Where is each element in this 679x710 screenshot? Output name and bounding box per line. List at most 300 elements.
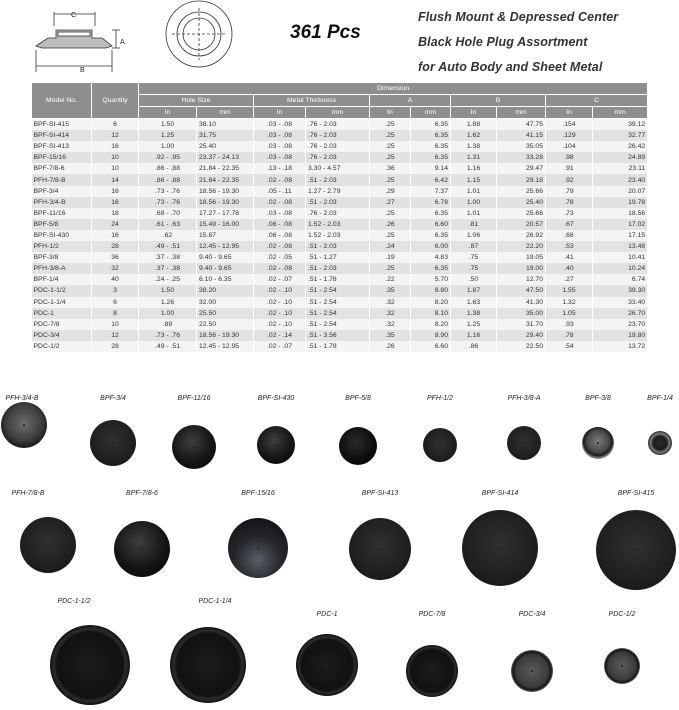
hole-size-in-cell: .73 - .76 [139,330,197,341]
hole-plug-image [648,431,672,455]
metal-thickness-in-cell: .02 - .08 [254,197,306,208]
dim-b-in-cell: .75 [451,263,497,274]
dim-c-mm-cell: 23.70 [593,319,648,330]
quantity-cell: 40 [92,274,139,285]
dim-c-mm-cell: 10.24 [593,263,648,274]
plug-label: BPF-SI-415 [617,490,655,497]
header-unit-mm: mm [593,107,648,119]
metal-thickness-in-cell: .03 - .08 [254,119,306,131]
header-c: C [546,95,648,107]
table-row [32,197,648,208]
piece-count: 361 Pcs [290,22,361,43]
plug-center-dot [357,445,359,447]
plug-center-dot [439,444,441,446]
plug-label: PDC-3/4 [518,611,546,618]
model-number-cell: PDC-1-1/4 [32,297,92,308]
dim-b-mm-cell: 33.28 [497,152,546,163]
hole-size-in-cell: .92 - .95 [139,152,197,163]
dim-a-mm-cell: 8.10 [411,308,451,319]
dim-a-in-cell: .25 [370,119,411,131]
dim-b-in-cell: 1.38 [451,141,497,152]
dim-a-in-cell: .35 [370,330,411,341]
plug-center-dot [112,442,114,444]
plug-label: BPF-11/16 [177,395,211,402]
metal-thickness-mm-cell: .51 - 3.56 [306,330,370,341]
plug-center-dot [597,442,599,444]
metal-thickness-mm-cell: .51 - 2.54 [306,308,370,319]
dim-c-mm-cell: 19.80 [593,330,648,341]
quantity-cell: 10 [92,163,139,174]
plug-label: BPF-SI-414 [481,490,519,497]
metal-thickness-mm-cell: .76 - 2.03 [306,130,370,141]
header-unit-in: In [139,107,197,119]
hole-size-in-cell: .73 - .76 [139,197,197,208]
quantity-cell: 16 [92,197,139,208]
plug-label: BPF-SI-430 [257,395,295,402]
dim-c-mm-cell: 10.41 [593,252,648,263]
dim-c-in-cell: .68 [546,230,593,241]
table-row [32,186,648,197]
table-body [32,119,648,352]
metal-thickness-mm-cell: .51 - 2.03 [306,197,370,208]
hole-size-mm-cell: 22.50 [197,319,254,330]
dim-c-mm-cell: 39.30 [593,285,648,296]
hole-size-in-cell: .62 [139,230,197,241]
header-unit-mm: mm [306,107,370,119]
dim-c-mm-cell: 26.70 [593,308,648,319]
quantity-cell: 18 [92,208,139,219]
dim-a-in-cell: .25 [370,208,411,219]
dim-c-in-cell: .67 [546,219,593,230]
table-row [32,341,648,352]
hole-size-in-cell: .37 - .38 [139,252,197,263]
hole-size-mm-cell: 25.50 [197,308,254,319]
plug-center-dot [89,664,91,666]
table-row [32,263,648,274]
metal-thickness-mm-cell: 3.30 - 4.57 [306,163,370,174]
hole-plug-image [604,648,640,684]
model-number-cell: BPF-3/4 [32,186,92,197]
hole-plug-image [406,645,458,697]
dim-c-mm-cell: 19.78 [593,197,648,208]
dim-b-in-cell: 1.00 [451,197,497,208]
table-row [32,141,648,152]
hole-plug-image [511,650,553,692]
product-headline [418,5,678,80]
hole-plug-image [582,427,614,459]
dim-c-in-cell: .40 [546,263,593,274]
diagram-label-a: A [120,39,125,46]
hole-size-in-cell: .49 - .51 [139,241,197,252]
dim-c-mm-cell: 32.77 [593,130,648,141]
quantity-cell: 32 [92,263,139,274]
hole-plug-image [114,521,170,577]
quantity-cell: 6 [92,297,139,308]
metal-thickness-in-cell: .02 - .08 [254,241,306,252]
table-row [32,174,648,185]
dim-c-mm-cell: 39.12 [593,119,648,131]
dim-b-mm-cell: 22.50 [497,341,546,352]
dim-b-in-cell: 1.25 [451,319,497,330]
hole-size-mm-cell: 17.27 - 17.78 [197,208,254,219]
dim-c-mm-cell: 23.40 [593,174,648,185]
hole-plug-image [172,425,216,469]
header-unit-in: In [254,107,306,119]
quantity-cell: 10 [92,319,139,330]
dim-c-mm-cell: 17.15 [593,230,648,241]
dim-c-mm-cell: 23.11 [593,163,648,174]
metal-thickness-in-cell: .03 - .08 [254,152,306,163]
dim-c-in-cell: .73 [546,208,593,219]
header-quantity: Quantity [92,83,139,119]
quantity-cell: 16 [92,230,139,241]
hole-size-mm-cell: 6.10 - 6.35 [197,274,254,285]
dim-a-mm-cell: 8.80 [411,285,451,296]
dim-b-mm-cell: 29.40 [497,330,546,341]
dim-b-mm-cell: 26.92 [497,230,546,241]
table-row [32,308,648,319]
dim-a-in-cell: .35 [370,285,411,296]
dim-a-mm-cell: 6.35 [411,263,451,274]
table-row [32,152,648,163]
dim-a-mm-cell: 6.35 [411,230,451,241]
dim-a-mm-cell: 8.20 [411,319,451,330]
dim-b-mm-cell: 19.05 [497,252,546,263]
model-number-cell: BPF-SI-414 [32,130,92,141]
dim-b-mm-cell: 25.66 [497,208,546,219]
hole-plug-image [596,510,676,590]
dim-b-mm-cell: 41.15 [497,130,546,141]
dim-a-mm-cell: 6.35 [411,141,451,152]
dim-a-mm-cell: 6.35 [411,130,451,141]
dim-c-in-cell: .93 [546,319,593,330]
hole-plug-image [339,427,377,465]
dim-a-in-cell: .25 [370,230,411,241]
hole-size-in-cell: .89 [139,319,197,330]
dim-b-in-cell: 1.62 [451,130,497,141]
dim-a-in-cell: .36 [370,163,411,174]
hole-size-mm-cell: 25.40 [197,141,254,152]
dim-c-mm-cell: 17.02 [593,219,648,230]
plug-center-dot [207,664,209,666]
dim-b-in-cell: 1.01 [451,186,497,197]
hole-size-in-cell: .24 - .25 [139,274,197,285]
hole-plug-image [349,518,411,580]
plug-center-dot [635,549,637,551]
dim-b-in-cell: .75 [451,252,497,263]
hole-size-mm-cell: 32.00 [197,297,254,308]
dim-b-mm-cell: 29.18 [497,174,546,185]
model-number-cell: PDC-7/8 [32,319,92,330]
metal-thickness-mm-cell: .51 - 2.03 [306,263,370,274]
diagram-label-c: C [71,12,77,19]
dim-a-in-cell: .29 [370,186,411,197]
metal-thickness-mm-cell: .51 - 2.54 [306,297,370,308]
headline-line-2: Black Hole Plug Assortment [418,35,588,49]
metal-thickness-mm-cell: .51 - 2.54 [306,285,370,296]
dim-a-in-cell: .25 [370,152,411,163]
hole-size-mm-cell: 23.37 - 24.13 [197,152,254,163]
plug-top-view [166,1,232,67]
dim-a-in-cell: .25 [370,141,411,152]
plug-label: PDC-1/2 [608,611,636,618]
plug-center-dot [659,442,661,444]
plug-center-dot [326,664,328,666]
dim-a-in-cell: .25 [370,130,411,141]
quantity-cell: 3 [92,285,139,296]
dim-a-mm-cell: 6.35 [411,208,451,219]
quantity-cell: 16 [92,186,139,197]
plug-center-dot [193,446,195,448]
table-row [32,252,648,263]
metal-thickness-mm-cell: .76 - 2.03 [306,208,370,219]
model-number-cell: PFH-7/8-B [32,174,92,185]
dim-b-mm-cell: 35.00 [497,308,546,319]
plug-label: PFH-3/8-A [507,395,541,402]
dim-a-mm-cell: 6.60 [411,219,451,230]
metal-thickness-in-cell: .02 - .05 [254,252,306,263]
metal-thickness-mm-cell: .76 - 2.03 [306,152,370,163]
dim-a-in-cell: .22 [370,274,411,285]
table-row [32,241,648,252]
dim-a-mm-cell: 6.35 [411,119,451,131]
metal-thickness-in-cell: .02 - .10 [254,285,306,296]
dim-c-in-cell: .98 [546,152,593,163]
hole-plug-image [20,517,76,573]
dim-a-mm-cell: 7.37 [411,186,451,197]
hole-size-mm-cell: 12.45 - 12.95 [197,341,254,352]
quantity-cell: 16 [92,141,139,152]
quantity-cell: 12 [92,130,139,141]
metal-thickness-in-cell: .02 - .08 [254,263,306,274]
model-number-cell: PFH-3/4-B [32,197,92,208]
hole-size-mm-cell: 31.75 [197,130,254,141]
plug-center-dot [531,670,533,672]
dim-b-in-cell: 1.15 [451,174,497,185]
header-unit-in: In [451,107,497,119]
metal-thickness-in-cell: .05 - .11 [254,186,306,197]
dim-b-in-cell: 1.63 [451,297,497,308]
dim-c-in-cell: 1.55 [546,285,593,296]
dim-c-in-cell: .41 [546,252,593,263]
metal-thickness-in-cell: .02 - .10 [254,308,306,319]
metal-thickness-in-cell: .02 - .10 [254,319,306,330]
header-unit-mm: mm [411,107,451,119]
table-row [32,330,648,341]
dim-b-mm-cell: 19.00 [497,263,546,274]
plug-label: BPF-7/8-6 [126,490,158,497]
model-number-cell: BPF-SI-415 [32,119,92,131]
dim-c-in-cell: .78 [546,197,593,208]
table-row [32,274,648,285]
dim-c-in-cell: .104 [546,141,593,152]
hole-plug-image [507,426,541,460]
header-model: Model No. [32,83,92,119]
table-row [32,219,648,230]
dim-a-mm-cell: 9.14 [411,163,451,174]
plug-label: PFH-7/8-B [11,490,45,497]
metal-thickness-in-cell: .03 - .08 [254,208,306,219]
header-metal-thickness: Metal Thickness [254,95,370,107]
header-unit-in: In [370,107,411,119]
model-number-cell: PFH-1/2 [32,241,92,252]
header-unit-in: In [546,107,593,119]
dim-c-mm-cell: 33.40 [593,297,648,308]
plug-center-dot [275,444,277,446]
dim-c-mm-cell: 6.74 [593,274,648,285]
dim-c-mm-cell: 20.07 [593,186,648,197]
plug-center-dot [47,544,49,546]
dim-c-in-cell: .91 [546,163,593,174]
plug-center-dot [257,547,259,549]
plug-label: PFH-3/4-B [5,395,39,402]
hole-size-mm-cell: 12.45 - 12.95 [197,241,254,252]
header-hole-size: Hole Size [139,95,254,107]
plug-dimension-diagram [0,0,260,80]
model-number-cell: PDC-1-1/2 [32,285,92,296]
dim-a-mm-cell: 5.70 [411,274,451,285]
hole-plug-image [170,627,246,703]
dim-c-mm-cell: 13.72 [593,341,648,352]
plug-label: PDC-1 [316,611,338,618]
hole-size-mm-cell: 9.40 - 9.65 [197,263,254,274]
dim-a-in-cell: .32 [370,319,411,330]
quantity-cell: 8 [92,308,139,319]
metal-thickness-mm-cell: 1.27 - 2.79 [306,186,370,197]
hole-size-mm-cell: 38.10 [197,119,254,131]
metal-thickness-in-cell: .13 - .18 [254,163,306,174]
plug-label: BPF-3/8 [585,395,611,402]
hole-size-mm-cell: 18.56 - 19.30 [197,330,254,341]
table-row [32,230,648,241]
dim-b-mm-cell: 41.30 [497,297,546,308]
plug-center-dot [499,547,501,549]
hole-size-in-cell: .86 - .88 [139,174,197,185]
dim-b-in-cell: 1.31 [451,152,497,163]
quantity-cell: 12 [92,330,139,341]
table-row [32,130,648,141]
dim-b-in-cell: 1.01 [451,208,497,219]
header-a: A [370,95,451,107]
metal-thickness-in-cell: .02 - .10 [254,297,306,308]
metal-thickness-mm-cell: 1.52 - 2.03 [306,219,370,230]
table-row [32,319,648,330]
hole-plug-image [228,518,288,578]
plug-label: PDC-7/8 [418,611,446,618]
hole-size-in-cell: .86 - .88 [139,163,197,174]
dim-c-mm-cell: 26.42 [593,141,648,152]
specification-table [31,82,648,352]
headline-line-3: for Auto Body and Sheet Metal [418,60,603,74]
metal-thickness-in-cell: .02 - .07 [254,341,306,352]
table-header [32,83,648,119]
header-dimension: Dimension [139,83,648,95]
metal-thickness-mm-cell: 1.52 - 2.03 [306,230,370,241]
plug-label: PFH-1/2 [426,395,454,402]
dim-c-mm-cell: 18.56 [593,208,648,219]
dim-b-in-cell: .87 [451,241,497,252]
dim-b-in-cell: 1.16 [451,163,497,174]
hole-size-in-cell: .73 - .76 [139,186,197,197]
dim-b-mm-cell: 35.05 [497,141,546,152]
dim-a-mm-cell: 6.00 [411,241,451,252]
hole-size-in-cell: .68 - .70 [139,208,197,219]
quantity-cell: 36 [92,252,139,263]
table-row [32,163,648,174]
dim-c-in-cell: .79 [546,186,593,197]
table-row [32,285,648,296]
metal-thickness-in-cell: .03 - .08 [254,130,306,141]
plug-side-view [36,12,120,72]
hole-size-in-cell: 1.50 [139,119,197,131]
dim-c-in-cell: .27 [546,274,593,285]
dim-b-mm-cell: 12.70 [497,274,546,285]
dim-a-in-cell: .27 [370,197,411,208]
table-row [32,119,648,131]
hole-size-mm-cell: 21.84 - 22.35 [197,163,254,174]
quantity-cell: 28 [92,341,139,352]
metal-thickness-in-cell: .06 - .08 [254,219,306,230]
hole-plug-image [423,428,457,462]
plug-center-dot [523,442,525,444]
dim-a-mm-cell: 8.90 [411,330,451,341]
metal-thickness-mm-cell: .51 - 2.03 [306,241,370,252]
metal-thickness-in-cell: .02 - .14 [254,330,306,341]
quantity-cell: 14 [92,174,139,185]
table-row [32,297,648,308]
model-number-cell: PFH-3/8-A [32,263,92,274]
plug-label: BPF-1/4 [647,395,673,402]
model-number-cell: BPF-SI-430 [32,230,92,241]
dim-b-in-cell: .50 [451,274,497,285]
dim-b-in-cell: .86 [451,341,497,352]
plug-center-dot [141,548,143,550]
model-number-cell: PDC-1/2 [32,341,92,352]
hole-size-in-cell: 1.26 [139,297,197,308]
dim-a-in-cell: .24 [370,241,411,252]
hole-size-mm-cell: 38.20 [197,285,254,296]
dim-c-mm-cell: 13.48 [593,241,648,252]
hole-size-in-cell: .37 - .38 [139,263,197,274]
hole-plug-image [50,625,130,705]
dim-a-mm-cell: 6.35 [411,152,451,163]
metal-thickness-in-cell: .03 - .08 [254,141,306,152]
metal-thickness-mm-cell: .51 - 2.54 [306,319,370,330]
dim-b-mm-cell: 20.57 [497,219,546,230]
model-number-cell: BPF-5/8 [32,219,92,230]
dim-b-in-cell: 1.06 [451,230,497,241]
diagram-label-b: B [80,67,85,74]
model-number-cell: BPF-7/8-6 [32,163,92,174]
hole-size-in-cell: 1.50 [139,285,197,296]
dim-b-mm-cell: 47.50 [497,285,546,296]
hole-plug-image [1,402,47,448]
model-number-cell: BPF-SI-413 [32,141,92,152]
metal-thickness-in-cell: .02 - .07 [254,274,306,285]
hole-size-mm-cell: 15.87 [197,230,254,241]
plug-label: PDC-1-1/4 [198,598,232,605]
hole-size-mm-cell: 21.84 - 22.35 [197,174,254,185]
plug-label: BPF-SI-413 [361,490,399,497]
dim-b-in-cell: .81 [451,219,497,230]
dim-b-mm-cell: 25.66 [497,186,546,197]
plug-center-dot [23,424,25,426]
hole-plug-image [296,634,358,696]
hole-size-mm-cell: 18.56 - 19.30 [197,197,254,208]
dim-c-in-cell: .53 [546,241,593,252]
dim-a-in-cell: .26 [370,341,411,352]
dim-b-in-cell: 1.16 [451,330,497,341]
